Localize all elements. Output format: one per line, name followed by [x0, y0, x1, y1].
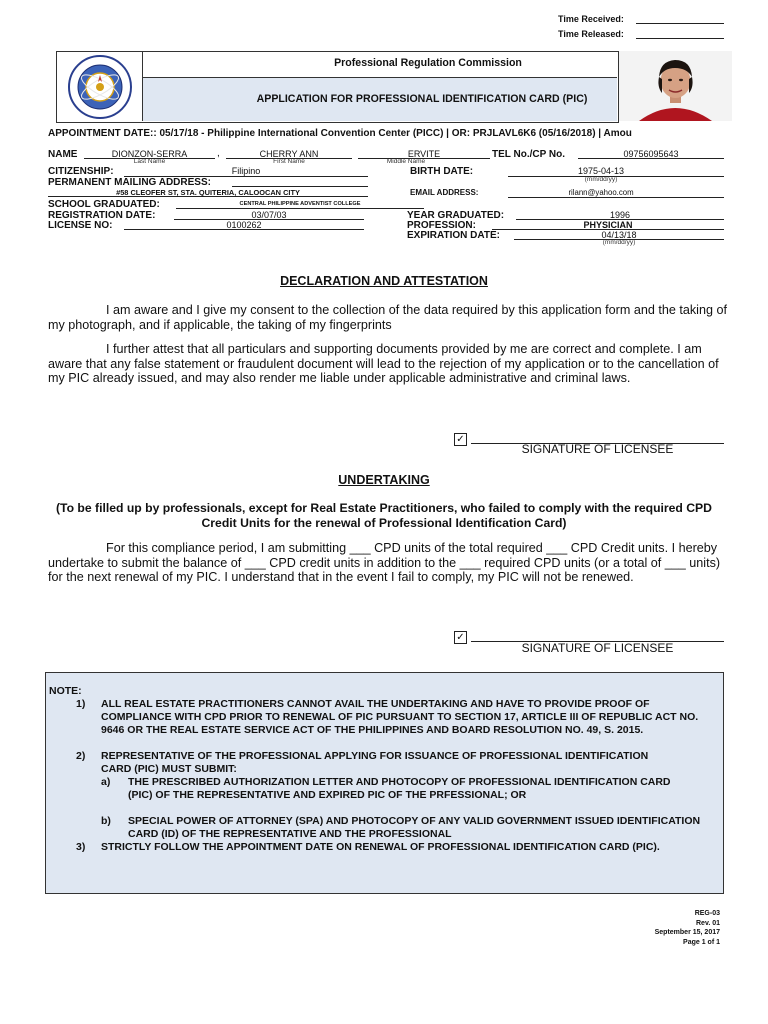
school-value[interactable]: CENTRAL PHILIPPINE ADVENTIST COLLEGE [239, 201, 361, 207]
school-line [176, 208, 424, 209]
time-released-line[interactable] [636, 38, 724, 39]
undertaking-paragraph: For this compliance period, I am submitting ___ CPD units of the total required ___ CPD Credit units. I hereby undertake to submit the balance of ___ CPD credit units in addition to the ___ required CPD units (or a total of ___ units) for the next renewal of my PIC. I understand that in the event I fail to comply, my PIC will not be renewed. [48, 541, 721, 585]
note-item-2b: SPECIAL POWER OF ATTORNEY (SPA) AND PHOTOCOPY OF ANY VALID GOVERNMENT ISSUED IDENTIFICATION CARD (ID) OF THE REPRESENTATIVE AND THE PROFESSIONAL [128, 815, 701, 841]
license-label: LICENSE NO: [48, 220, 113, 231]
year-graduated-value[interactable]: 1996 [609, 210, 631, 220]
year-graduated-label: YEAR GRADUATED: [407, 210, 505, 221]
note-item-2a: THE PRESCRIBED AUTHORIZATION LETTER AND PHOTOCOPY OF PROFESSIONAL IDENTIFICATION CARD (PIC) OF THE REPRESENTATIVE AND EXPIRED PIC OF THE PRFESSIONAL; OR [128, 776, 671, 802]
birth-date-label: BIRTH DATE: [410, 166, 474, 177]
declaration-paragraph-1: I am aware and I give my consent to the collection of the data required by this application form and the taking of my photograph, and if applicable, the taking of my fingerprints [48, 303, 727, 332]
declaration-signature-label: SIGNATURE OF LICENSEE [521, 442, 674, 456]
expiration-date-value[interactable]: 04/13/18 [601, 230, 637, 240]
undertaking-title: UNDERTAKING [338, 473, 430, 487]
undertaking-checkbox[interactable]: ✓ [454, 631, 467, 644]
note-heading: NOTE: [49, 685, 82, 697]
expiration-date-caption: (mm/dd/yy) [602, 239, 636, 246]
note-item-2-number: 2) [76, 750, 86, 762]
first-name-value[interactable]: CHERRY ANN [259, 149, 319, 159]
form-revision: Rev. 01 [696, 919, 720, 927]
declaration-body [48, 303, 728, 386]
first-name-caption: First Name [273, 158, 305, 165]
form-date: September 15, 2017 [654, 929, 720, 936]
expiration-date-label: EXPIRATION DATE: [407, 230, 500, 241]
tel-value[interactable]: 09756095643 [623, 149, 679, 159]
middle-name-caption: Middle Name [386, 158, 426, 165]
declaration-title: DECLARATION AND ATTESTATION [280, 274, 488, 288]
note-item-1: ALL REAL ESTATE PRACTITIONERS CANNOT AVAIL THE UNDERTAKING AND HAVE TO PROVIDE PROOF OF COMPLIANCE WITH CPD PRIOR TO RENEWAL OF PIC PURSUANT TO SECTION 17, ARTICLE III OF REPUBLIC ACT NO. 9646 OR THE REAL ESTATE SERVICE ACT OF THE PHILIPPINES AND BOARD RESOLUTION NO. 49, S. 2015. [101, 698, 699, 737]
declaration-paragraph-2: I further attest that all particulars and supporting documents provided by me are correct and complete. I am aware that any false statement or fraudulent document will lead to the rejection of my application or to the cancellation of my PIC already issued, and may also render me liable under applicable administrative and criminal laws. [48, 342, 719, 386]
registration-date-value[interactable]: 03/07/03 [251, 210, 287, 220]
registration-date-label: REGISTRATION DATE: [48, 210, 156, 221]
email-line [508, 197, 724, 198]
form-footer [655, 909, 720, 947]
email-label: EMAIL ADDRESS: [410, 188, 479, 197]
address-value[interactable]: #58 CLEOFER ST, STA. QUITERIA, CALOOCAN CITY [116, 188, 300, 197]
birth-date-value[interactable]: 1975-04-13 [577, 166, 625, 176]
address-line-1 [232, 186, 368, 187]
name-label: NAME [48, 149, 78, 160]
last-name-caption: Last Name [133, 158, 166, 165]
commission-title: Professional Regulation Commission [334, 57, 522, 69]
time-received-line[interactable] [636, 23, 724, 24]
school-label: SCHOOL GRADUATED: [48, 199, 160, 210]
license-value[interactable]: 0100262 [226, 220, 262, 230]
undertaking-subtitle: (To be filled up by professionals, except for Real Estate Practitioners, who failed to comply with the required CPD Credit Units for the renewal of Professional Identification Card) [56, 501, 712, 530]
form-title: APPLICATION FOR PROFESSIONAL IDENTIFICATION CARD (PIC) [256, 93, 588, 105]
middle-name-value[interactable]: ERVITE [407, 149, 441, 159]
undertaking-body [48, 541, 728, 585]
email-value[interactable]: rilann@yahoo.com [568, 188, 634, 197]
form-code: REG-03 [694, 910, 720, 917]
name-comma: , [217, 148, 220, 159]
applicant-photo [619, 51, 732, 121]
citizenship-label: CITIZENSHIP: [48, 166, 114, 177]
birth-date-caption: (mm/dd/yy) [584, 176, 618, 183]
citizenship-value[interactable]: Filipino [231, 166, 261, 176]
undertaking-signature-label: SIGNATURE OF LICENSEE [521, 641, 674, 655]
time-received-label: Time Received: [558, 14, 624, 24]
form-page: Page 1 of 1 [683, 938, 720, 946]
profession-value[interactable]: PHYSICIAN [583, 220, 633, 230]
declaration-checkbox[interactable]: ✓ [454, 433, 467, 446]
tel-label: TEL No./CP No. [492, 149, 565, 160]
profession-label: PROFESSION: [407, 220, 476, 231]
note-item-3: STRICTLY FOLLOW THE APPOINTMENT DATE ON RENEWAL OF PROFESSIONAL IDENTIFICATION CARD (PIC). [101, 841, 660, 853]
time-released-label: Time Released: [558, 29, 624, 39]
last-name-value[interactable]: DIONZON-SERRA [111, 149, 188, 159]
address-label: PERMANENT MAILING ADDRESS: [48, 177, 211, 188]
note-item-3-number: 3) [76, 841, 86, 853]
note-box [45, 672, 724, 894]
note-item-1-number: 1) [76, 698, 86, 710]
note-item-2: REPRESENTATIVE OF THE PROFESSIONAL APPLYING FOR ISSUANCE OF PROFESSIONAL IDENTIFICATION CARD (PIC) MUST SUBMIT: [101, 750, 649, 776]
note-item-2b-letter: b) [101, 815, 111, 827]
note-item-2a-letter: a) [101, 776, 111, 788]
appointment-line: APPOINTMENT DATE:: 05/17/18 - Philippine International Convention Center (PICC) | OR: PRJLAVL6K6 (05/16/2018) | Amou [48, 128, 632, 139]
